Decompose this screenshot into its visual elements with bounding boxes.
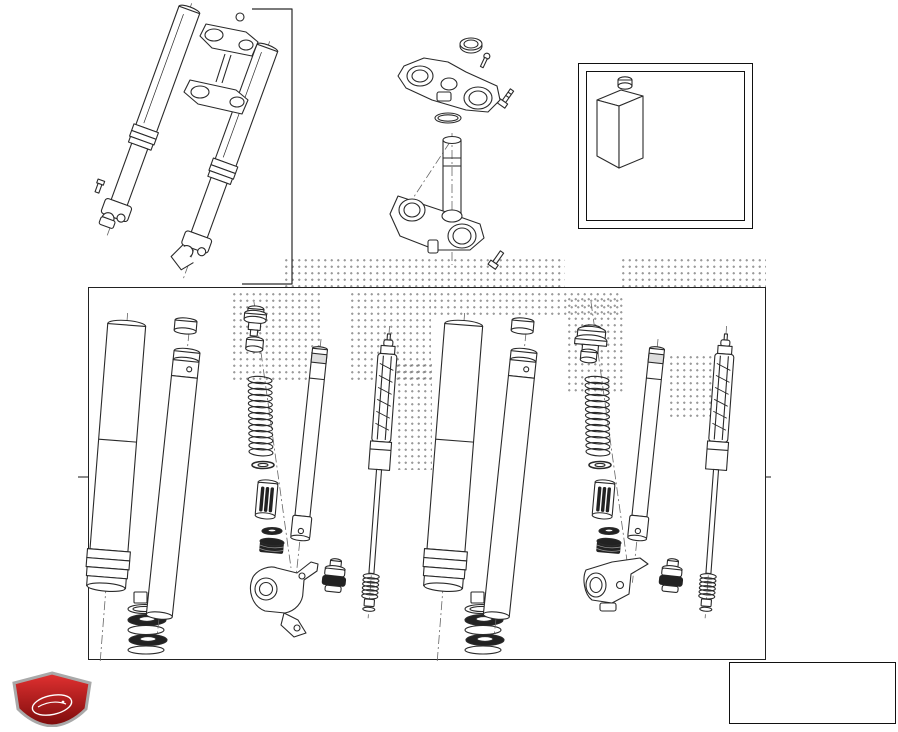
brand-logo[interactable] xyxy=(8,671,96,727)
halftone-dots xyxy=(283,257,565,288)
fork-oil-can-icon xyxy=(585,74,649,182)
oil-spec-box xyxy=(578,63,753,229)
main-diagram-frame xyxy=(88,287,766,660)
not-shown-parts-box xyxy=(729,662,896,724)
halftone-dots xyxy=(620,257,766,288)
